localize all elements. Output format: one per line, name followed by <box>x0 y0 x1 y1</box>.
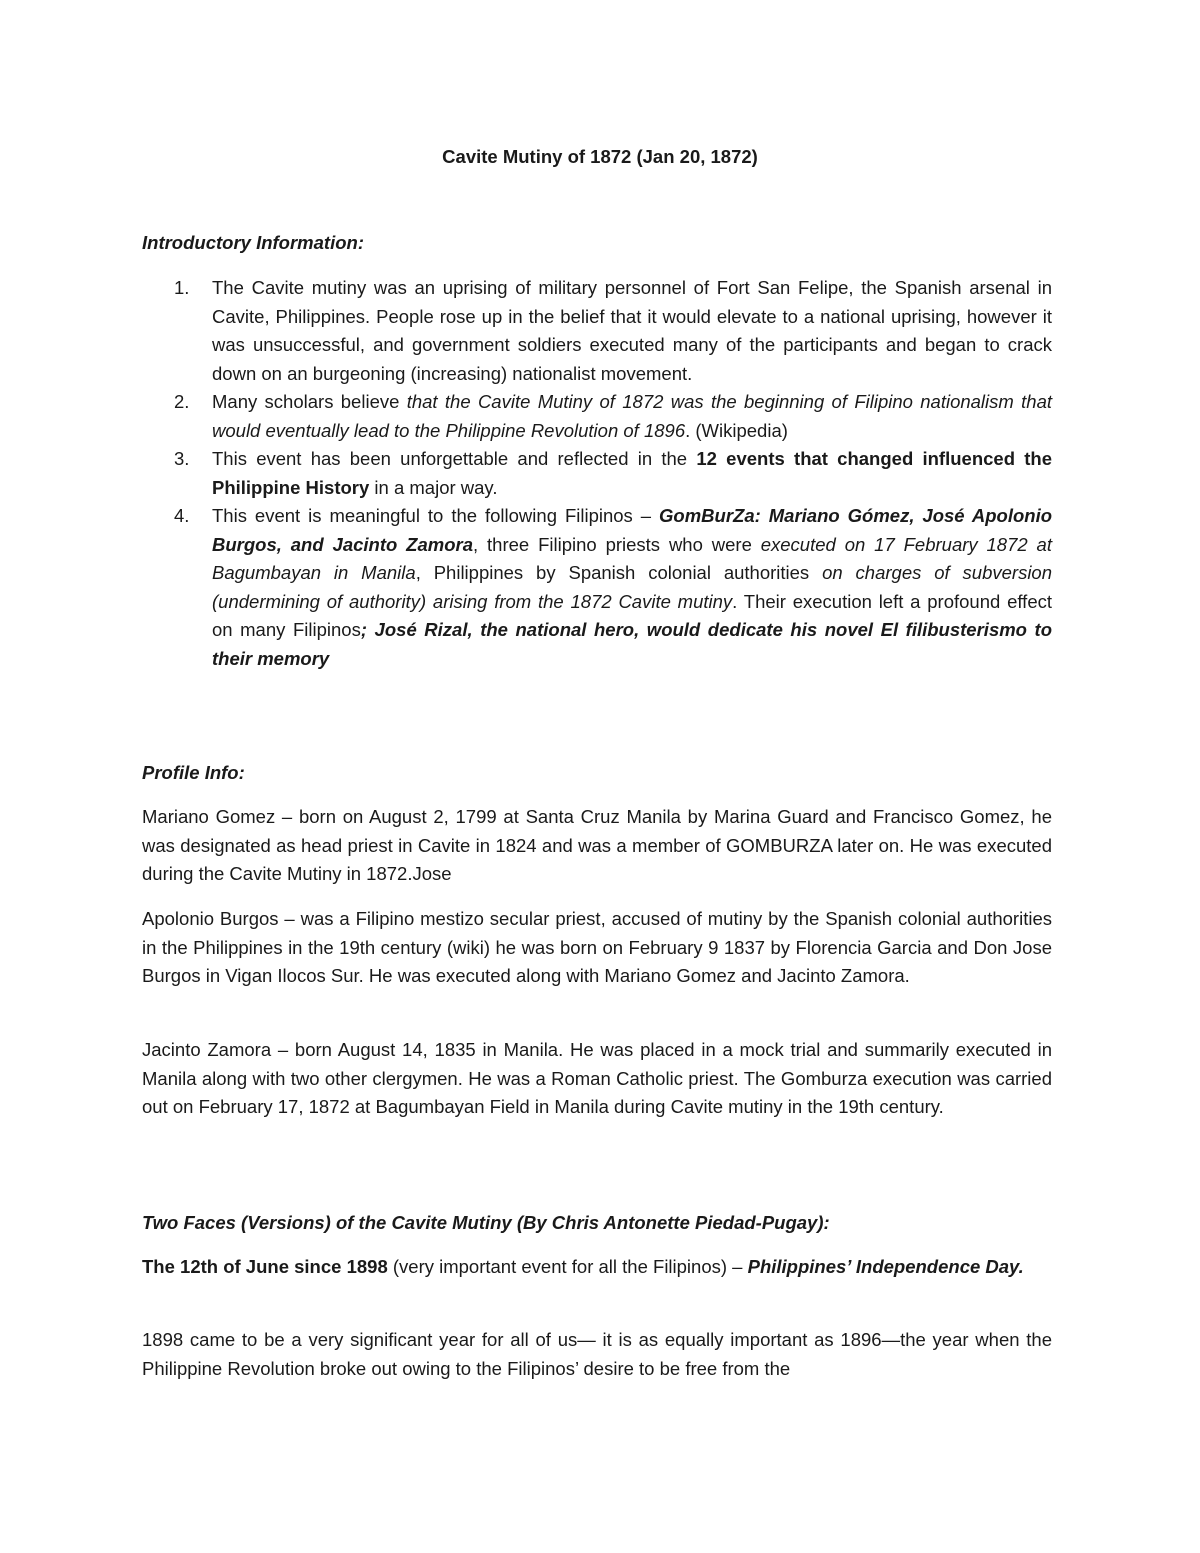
faces-paragraph: 1898 came to be a very significant year for all of us— it is as equally important as 1896—the year when the Philippine Revolution broke out owing to the Filipinos’ desire to be free from the <box>142 1329 1052 1379</box>
intro-heading: Introductory Information: <box>142 232 364 253</box>
document-title: Cavite Mutiny of 1872 (Jan 20, 1872) <box>442 146 758 167</box>
intro-list <box>142 274 1052 673</box>
list-item: 3. This event has been unforgettable and reflected in the 12 events that changed influenced the Philippine History in a major way. <box>174 448 1053 498</box>
profile-burgos: Apolonio Burgos – was a Filipino mestizo secular priest, accused of mutiny by the Spanish colonial authorities in the Philippines in the 19th century (wiki) he was born on February 9 1837 by Florencia Garcia and Don Jose Burgos in Vigan Ilocos Sur. He was executed along with Mariano Gomez and Jacinto Zamora. <box>142 908 1052 986</box>
independence-line: The 12th of June since 1898 (very important event for all the Filipinos) – Philippines’ Independence Day. <box>142 1256 1024 1277</box>
list-item: 4. This event is meaningful to the following Filipinos – GomBurZa: Mariano Gómez, José Apolonio Burgos, and Jacinto Zamora, three Filipino priests who were executed on 17 February 1872 at Bagumbayan in Manila, Philippines by Spanish colonial authorities on charges of subversion (undermining of authority) arising from the 1872 Cavite mutiny. Their execution left a profound effect on many Filipinos; José Rizal, the national hero, would dedicate his novel El filibusterismo to their memory <box>174 505 1053 669</box>
faces-heading: Two Faces (Versions) of the Cavite Mutiny (By Chris Antonette Piedad-Pugay): <box>142 1212 830 1233</box>
profile-zamora: Jacinto Zamora – born August 14, 1835 in Manila. He was placed in a mock trial and summarily executed in Manila along with two other clergymen. He was a Roman Catholic priest. The Gomburza execution was carried out on February 17, 1872 at Bagumbayan Field in Manila during Cavite mutiny in the 19th century. <box>142 1039 1052 1117</box>
list-item: 1. The Cavite mutiny was an uprising of military personnel of Fort San Felipe, the Spanish arsenal in Cavite, Philippines. People rose up in the belief that it would elevate to a national uprising, however it was unsuccessful, and government soldiers executed many of the participants and began to crack down on an burgeoning (increasing) nationalist movement. <box>174 277 1052 384</box>
profile-gomez: Mariano Gomez – born on August 2, 1799 at Santa Cruz Manila by Marina Guard and Francisco Gomez, he was designated as head priest in Cavite in 1824 and was a member of GOMBURZA later on. He was executed during the Cavite Mutiny in 1872.Jose <box>142 806 1052 884</box>
list-item: 2. Many scholars believe that the Cavite Mutiny of 1872 was the beginning of Filipino nationalism that would eventually lead to the Philippine Revolution of 1896. (Wikipedia) <box>174 391 1052 441</box>
profile-heading: Profile Info: <box>142 762 245 783</box>
